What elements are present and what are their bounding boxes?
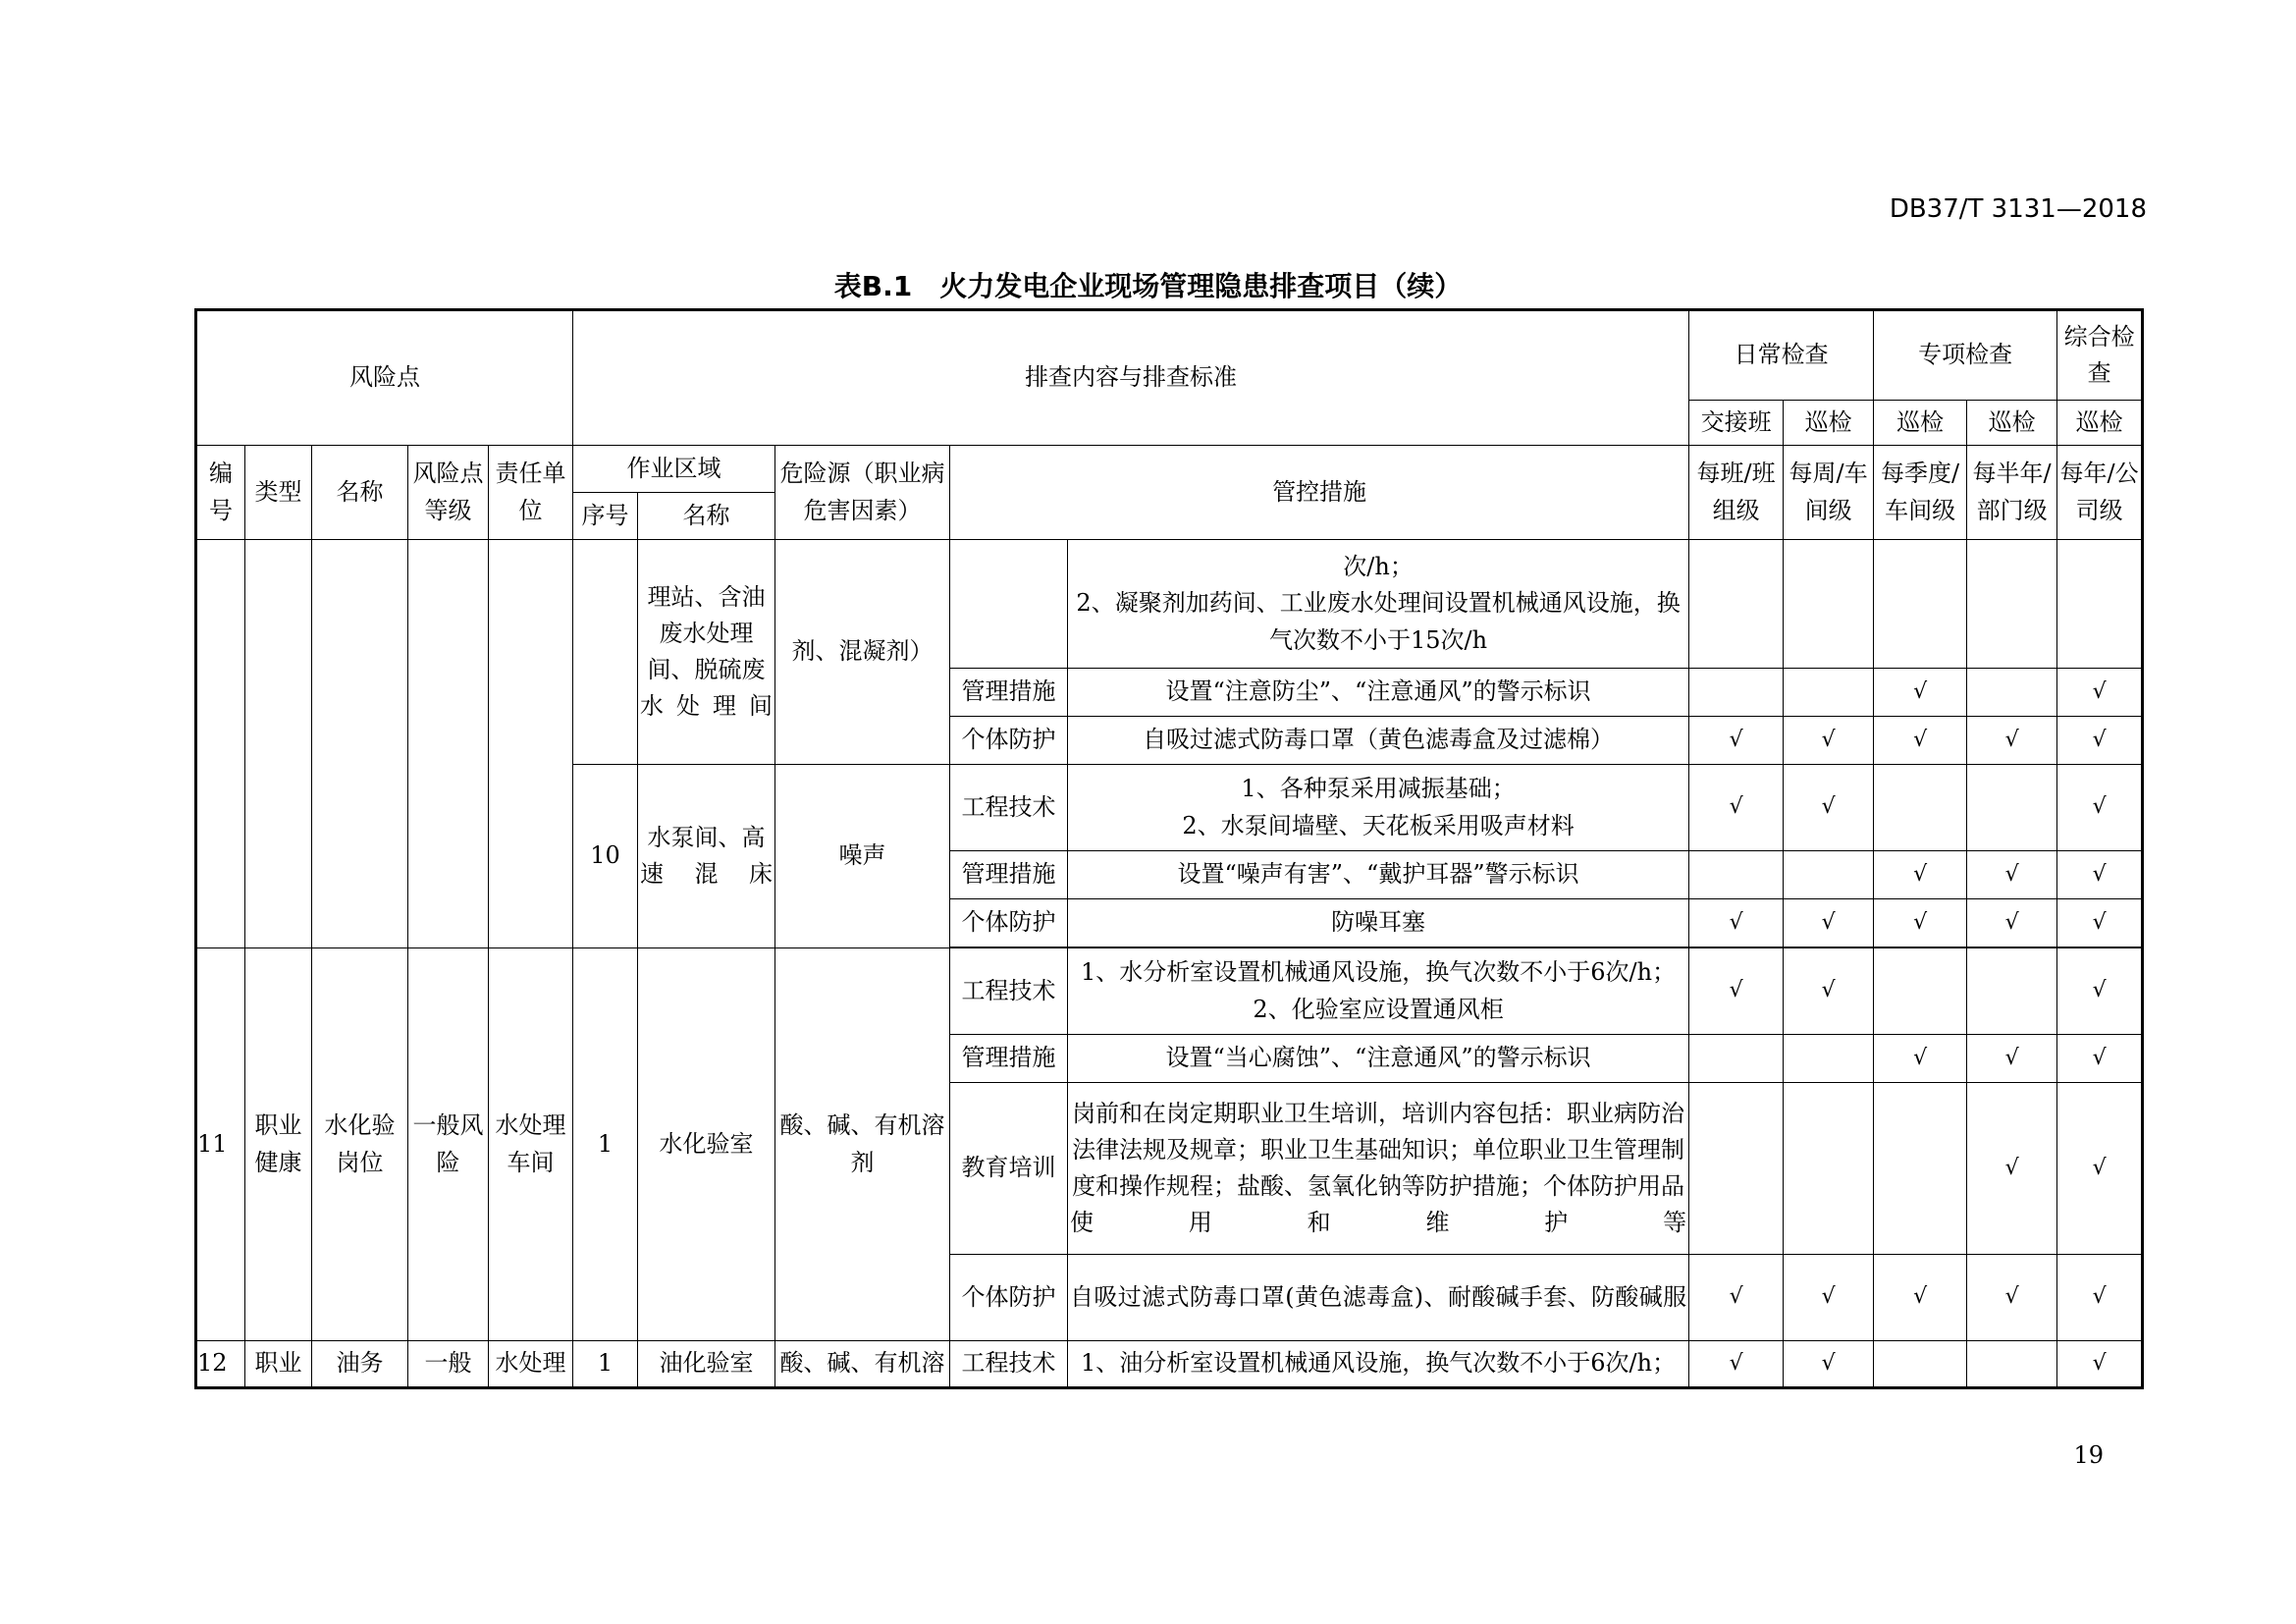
check-cell: [1967, 765, 2057, 851]
row-risk-level-cell: 一般风险: [408, 948, 489, 1341]
check-mark: √: [1689, 765, 1784, 851]
area-seq-cell: 10: [573, 765, 638, 948]
freq-quarter-header: 每季度/车间级: [1874, 446, 1967, 540]
measure-text-cell: 自吸过滤式防毒口罩（黄色滤毒盒及过滤棉）: [1068, 717, 1689, 765]
check-mark: √: [1967, 1035, 2057, 1083]
hazard-cell: 酸、碱、有机溶剂: [775, 948, 950, 1341]
area-name-cell: 理站、含油废水处理间、脱硫废水处理间: [638, 540, 775, 765]
measure-category-cell: 个体防护: [950, 899, 1068, 947]
check-mark: √: [1874, 1255, 1967, 1341]
check-mark: √: [2057, 1083, 2143, 1255]
hazard-inspection-table: [194, 308, 2144, 1389]
freq-shift-header: 每班/班组级: [1689, 446, 1784, 540]
col-control-measures-header: 管控措施: [950, 446, 1689, 540]
area-name-cell: 油化验室: [638, 1341, 775, 1388]
check-mark: √: [1874, 851, 1967, 899]
row-type-cell: 职业: [245, 1341, 312, 1388]
risk-point-header: 风险点: [196, 310, 573, 446]
check-mark: √: [2057, 851, 2143, 899]
check-cell: [1874, 1083, 1967, 1255]
check-mark: √: [1967, 851, 2057, 899]
check-mark: √: [1689, 1341, 1784, 1388]
row-name-cell: 水化验岗位: [312, 948, 408, 1341]
check-mark: √: [1784, 717, 1874, 765]
check-cell: [1689, 540, 1784, 669]
measure-category-cell: 工程技术: [950, 948, 1068, 1035]
check-mark: √: [1874, 717, 1967, 765]
hazard-cell: 噪声: [775, 765, 950, 948]
check-mark: √: [2057, 669, 2143, 717]
check-cell: [1967, 1341, 2057, 1388]
check-mark: √: [1689, 899, 1784, 947]
check-mark: √: [1874, 899, 1967, 947]
check-cell: [1784, 851, 1874, 899]
check-cell: [1784, 540, 1874, 669]
row-unit-cell: 水处理: [489, 1341, 573, 1388]
check-cell: [1784, 1035, 1874, 1083]
area-seq-cell: 1: [573, 1341, 638, 1388]
area-seq-cell: [573, 540, 638, 765]
measure-text-cell: 设置“噪声有害”、“戴护耳器”警示标识: [1068, 851, 1689, 899]
measure-category-cell: 工程技术: [950, 765, 1068, 851]
table-number: 表B.1: [833, 270, 913, 302]
check-mark: √: [1784, 765, 1874, 851]
check-cell: [1689, 669, 1784, 717]
measure-category-cell: [950, 540, 1068, 669]
check-mark: √: [2057, 717, 2143, 765]
area-name-cell: 水泵间、高速混床: [638, 765, 775, 948]
check-cell: [1874, 765, 1967, 851]
check-cell: [2057, 540, 2143, 669]
check-mark: √: [1967, 717, 2057, 765]
check-mark: √: [1784, 948, 1874, 1035]
check-mark: √: [1967, 1083, 2057, 1255]
page-number: 19: [2073, 1441, 2104, 1469]
patrol-header: 巡检: [2057, 401, 2143, 446]
hazard-cell: 剂、混凝剂）: [775, 540, 950, 765]
row-number-cell: 12: [196, 1341, 245, 1388]
check-mark: √: [1784, 1341, 1874, 1388]
measure-category-cell: 个体防护: [950, 1255, 1068, 1341]
check-mark: √: [2057, 948, 2143, 1035]
measure-category-cell: 教育培训: [950, 1083, 1068, 1255]
check-cell: [1689, 1083, 1784, 1255]
patrol-header: 巡检: [1874, 401, 1967, 446]
col-hazard-header: 危险源（职业病危害因素）: [775, 446, 950, 540]
row-unit-cell: 水处理车间: [489, 948, 573, 1341]
table-caption: [0, 265, 2296, 304]
standard-code: DB37/T 3131—2018: [1889, 194, 2147, 224]
measure-text-cell: 自吸过滤式防毒口罩(黄色滤毒盒)、耐酸碱手套、防酸碱服: [1068, 1255, 1689, 1341]
col-name-header: 名称: [312, 446, 408, 540]
measure-text-cell: 1、油分析室设置机械通风设施，换气次数不小于6次/h；: [1068, 1341, 1689, 1388]
check-mark: √: [1689, 717, 1784, 765]
check-mark: √: [1967, 1255, 2057, 1341]
col-area-seq-header: 序号: [573, 493, 638, 540]
col-risk-level-header: 风险点等级: [408, 446, 489, 540]
special-check-header: 专项检查: [1874, 310, 2057, 401]
check-mark: √: [1689, 948, 1784, 1035]
row-name-cell: 油务: [312, 1341, 408, 1388]
measure-text-cell: 防噪耳塞: [1068, 899, 1689, 947]
check-cell: [1784, 669, 1874, 717]
measure-category-cell: 管理措施: [950, 669, 1068, 717]
daily-check-header: 日常检查: [1689, 310, 1874, 401]
check-cell: [1874, 540, 1967, 669]
row-name-cell: [312, 540, 408, 948]
row-risk-level-cell: [408, 540, 489, 948]
measure-text-cell: 设置“注意防尘”、“注意通风”的警示标识: [1068, 669, 1689, 717]
measure-category-cell: 工程技术: [950, 1341, 1068, 1388]
check-mark: √: [2057, 765, 2143, 851]
check-cell: [1784, 1083, 1874, 1255]
col-type-header: 类型: [245, 446, 312, 540]
check-mark: √: [2057, 1341, 2143, 1388]
comprehensive-check-header: 综合检查: [2057, 310, 2143, 401]
content-standard-header: 排查内容与排查标准: [573, 310, 1689, 446]
table-title: 火力发电企业现场管理隐患排查项目（续）: [939, 270, 1463, 302]
row-unit-cell: [489, 540, 573, 948]
col-responsible-unit-header: 责任单位: [489, 446, 573, 540]
freq-year-header: 每年/公司级: [2057, 446, 2143, 540]
patrol-header: 巡检: [1784, 401, 1874, 446]
check-cell: [1967, 669, 2057, 717]
freq-halfyear-header: 每半年/部门级: [1967, 446, 2057, 540]
row-risk-level-cell: 一般: [408, 1341, 489, 1388]
col-number-header: 编号: [196, 446, 245, 540]
measure-text-cell: 次/h； 2、凝聚剂加药间、工业废水处理间设置机械通风设施，换气次数不小于15次/h: [1068, 540, 1689, 669]
check-mark: √: [2057, 899, 2143, 947]
measure-category-cell: 管理措施: [950, 1035, 1068, 1083]
check-mark: √: [1967, 899, 2057, 947]
check-mark: √: [1784, 1255, 1874, 1341]
hazard-cell: 酸、碱、有机溶: [775, 1341, 950, 1388]
measure-text-cell: 1、水分析室设置机械通风设施，换气次数不小于6次/h； 2、化验室应设置通风柜: [1068, 948, 1689, 1035]
measure-category-cell: 个体防护: [950, 717, 1068, 765]
check-cell: [1689, 851, 1784, 899]
check-cell: [1874, 1341, 1967, 1388]
check-mark: √: [2057, 1255, 2143, 1341]
check-mark: √: [1784, 899, 1874, 947]
measure-text-cell: 设置“当心腐蚀”、“注意通风”的警示标识: [1068, 1035, 1689, 1083]
measure-text-cell: 1、各种泵采用减振基础； 2、水泵间墙壁、天花板采用吸声材料: [1068, 765, 1689, 851]
area-seq-cell: 1: [573, 948, 638, 1341]
handover-header: 交接班: [1689, 401, 1784, 446]
check-cell: [1967, 540, 2057, 669]
check-mark: √: [2057, 1035, 2143, 1083]
area-name-cell: 水化验室: [638, 948, 775, 1341]
col-work-area-header: 作业区域: [573, 446, 775, 493]
row-number-cell: [196, 540, 245, 948]
patrol-header: 巡检: [1967, 401, 2057, 446]
row-type-cell: [245, 540, 312, 948]
check-cell: [1874, 948, 1967, 1035]
check-cell: [1967, 948, 2057, 1035]
check-mark: √: [1874, 1035, 1967, 1083]
measure-text-cell: 岗前和在岗定期职业卫生培训，培训内容包括：职业病防治法律法规及规章；职业卫生基础知识；单位职业卫生管理制度和操作规程；盐酸、氢氧化钠等防护措施；个体防护用品使用和维护等: [1068, 1083, 1689, 1255]
measure-category-cell: 管理措施: [950, 851, 1068, 899]
row-type-cell: 职业健康: [245, 948, 312, 1341]
check-mark: √: [1874, 669, 1967, 717]
check-mark: √: [1689, 1255, 1784, 1341]
freq-week-header: 每周/车间级: [1784, 446, 1874, 540]
check-cell: [1689, 1035, 1784, 1083]
col-area-name-header: 名称: [638, 493, 775, 540]
row-number-cell: 11: [196, 948, 245, 1341]
